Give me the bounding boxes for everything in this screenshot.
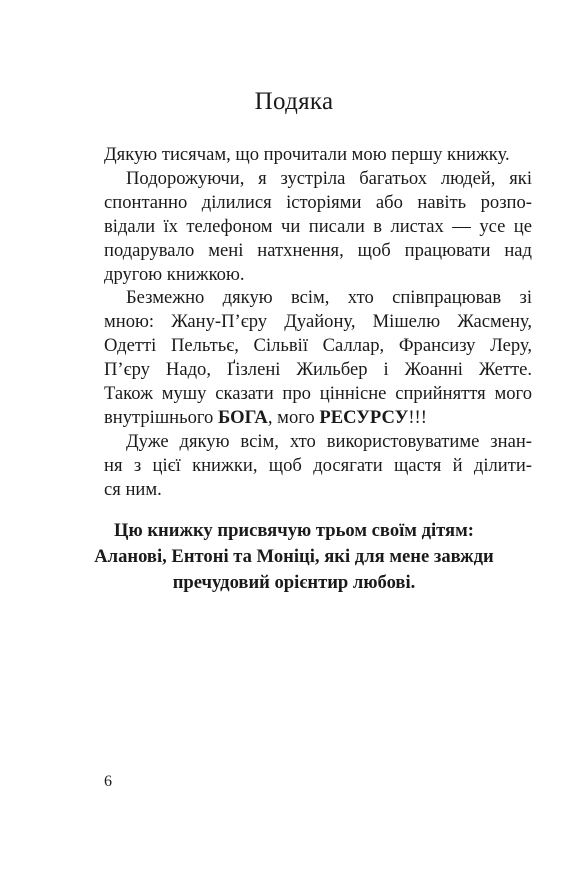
text-line: Подорожуючи, я зустріла багатьох людей, які [126,167,532,189]
text-line: відали їх телефоном чи писали в листах — усе це [104,215,532,237]
text-line: ся ним. [104,478,162,500]
acknowledgements-text [104,143,532,502]
text-line: Дуже дякую всім, хто використовуватиме знан- [126,430,532,452]
text-line: П’єру Надо, Ґізлені Жильбер і Жоанні Жетте. [104,359,532,381]
text-line: ня з цієї книжки, щоб досягати щастя й ділити- [104,454,532,476]
text-line: мною: Жану-П’єру Дуайону, Мішелю Жасмену, [104,311,532,333]
text-fragment: , мого [267,406,320,428]
page-title: Подяка [254,88,334,115]
text-line: спонтанно ділилися історіями або навіть розпо- [104,191,532,213]
text-line: другою книжкою. [104,263,245,285]
emphasis-god: БОГА [218,406,268,428]
dedication-line: Цю книжку присвячую трьом своїм дітям: [114,520,474,541]
text-line: подарувало мені натхнення, щоб працювати над [104,239,532,261]
page-number: 6 [104,773,112,790]
text-line: Одетті Пельтьє, Сільвії Саллар, Франсизу Леру, [104,335,532,357]
text-line: Також мушу сказати про ціннісне сприйняття мого [104,383,532,405]
dedication-line: пречудовий орієнтир любові. [172,572,416,593]
text-fragment: !!! [408,406,427,428]
text-line: Безмежно дякую всім, хто співпрацював зі [126,287,532,309]
dedication [60,518,528,596]
text-line: Дякую тисячам, що прочитали мою першу книжку. [104,144,510,165]
text-fragment: внутрішнього [104,406,218,428]
text-line-emphasis [104,406,532,430]
dedication-line: Аланові, Ентоні та Моніці, які для мене завжди [94,546,494,567]
emphasis-resource: РЕСУРСУ [319,406,409,428]
